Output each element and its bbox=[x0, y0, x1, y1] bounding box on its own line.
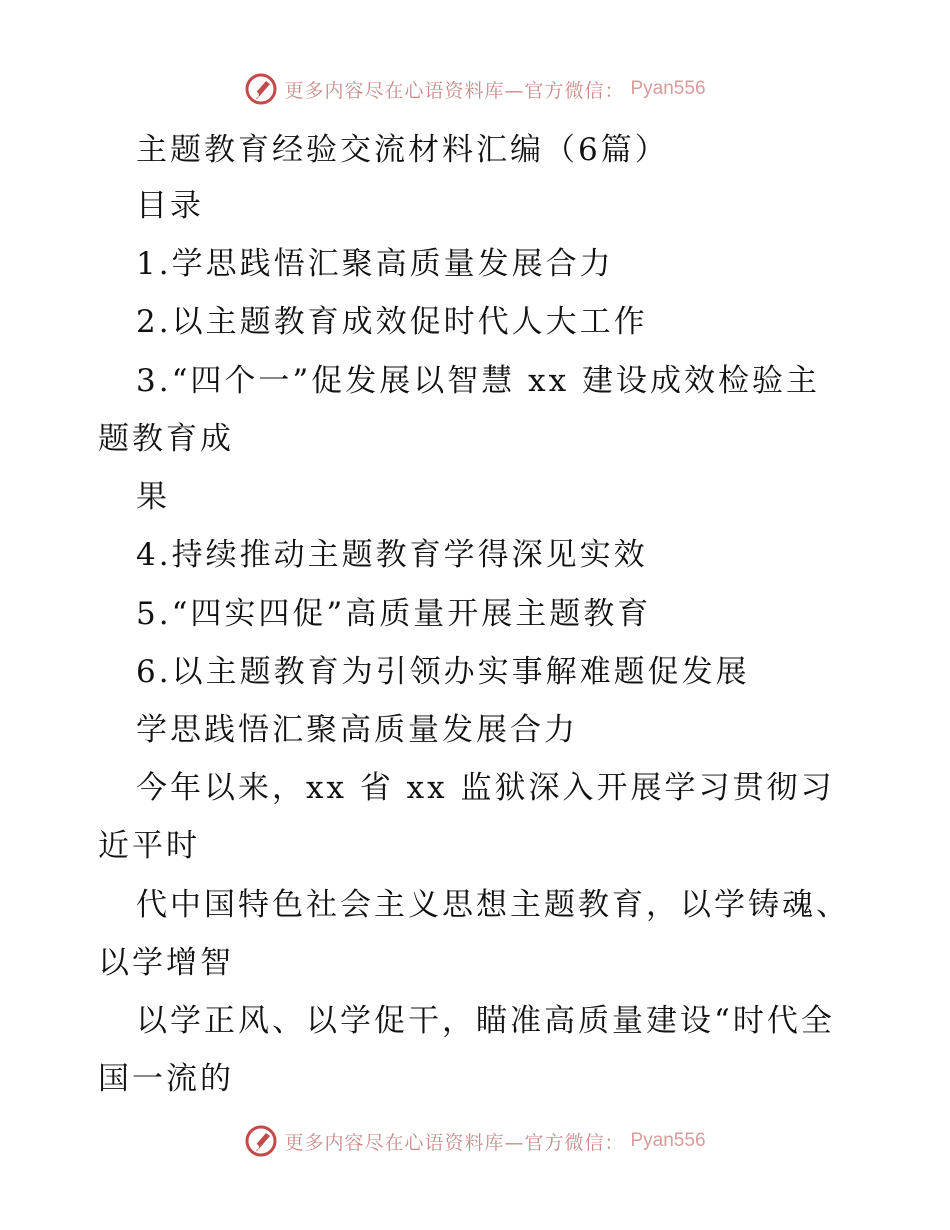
toc-item-3: 3.“四个一”促发展以智慧 xx 建设成效检验主 bbox=[136, 363, 820, 399]
document-title: 主题教育经验交流材料汇编（6篇） bbox=[136, 132, 669, 168]
toc-item-2: 2.以主题教育成效促时代人大工作 bbox=[136, 304, 648, 340]
watermark-text: 更多内容尽在心语资料库—官方微信： bbox=[284, 1131, 625, 1154]
paragraph-line: 国一流的 bbox=[98, 1061, 234, 1097]
watermark-wechat-id: Pyan556 bbox=[630, 78, 706, 99]
paragraph-line: 以学增智 bbox=[98, 945, 234, 981]
toc-item-1: 1.学思践悟汇聚高质量发展合力 bbox=[136, 246, 614, 282]
toc-item-4: 4.持续推动主题教育学得深见实效 bbox=[136, 537, 648, 573]
section-heading: 学思践悟汇聚高质量发展合力 bbox=[136, 712, 578, 748]
paragraph-line: 以学正风、以学促干，瞄准高质量建设“时代全 bbox=[136, 1003, 835, 1039]
pen-circle-logo-icon bbox=[244, 1124, 278, 1158]
paragraph-line: 近平时 bbox=[98, 828, 200, 864]
paragraph-line: 代中国特色社会主义思想主题教育，以学铸魂、 bbox=[136, 887, 850, 923]
toc-item-3-continued-2: 果 bbox=[136, 479, 170, 515]
watermark-header bbox=[0, 72, 950, 106]
toc-heading: 目录 bbox=[136, 188, 204, 224]
paragraph-line: 今年以来，xx 省 xx 监狱深入开展学习贯彻习 bbox=[136, 770, 835, 806]
watermark-text: 更多内容尽在心语资料库—官方微信： bbox=[284, 79, 625, 102]
watermark-footer bbox=[0, 1124, 950, 1158]
pen-circle-logo-icon bbox=[244, 72, 278, 106]
toc-item-3-continued: 题教育成 bbox=[98, 421, 234, 457]
watermark-wechat-id: Pyan556 bbox=[630, 1130, 706, 1151]
toc-item-6: 6.以主题教育为引领办实事解难题促发展 bbox=[136, 654, 750, 690]
toc-item-5: 5.“四实四促”高质量开展主题教育 bbox=[136, 596, 652, 632]
